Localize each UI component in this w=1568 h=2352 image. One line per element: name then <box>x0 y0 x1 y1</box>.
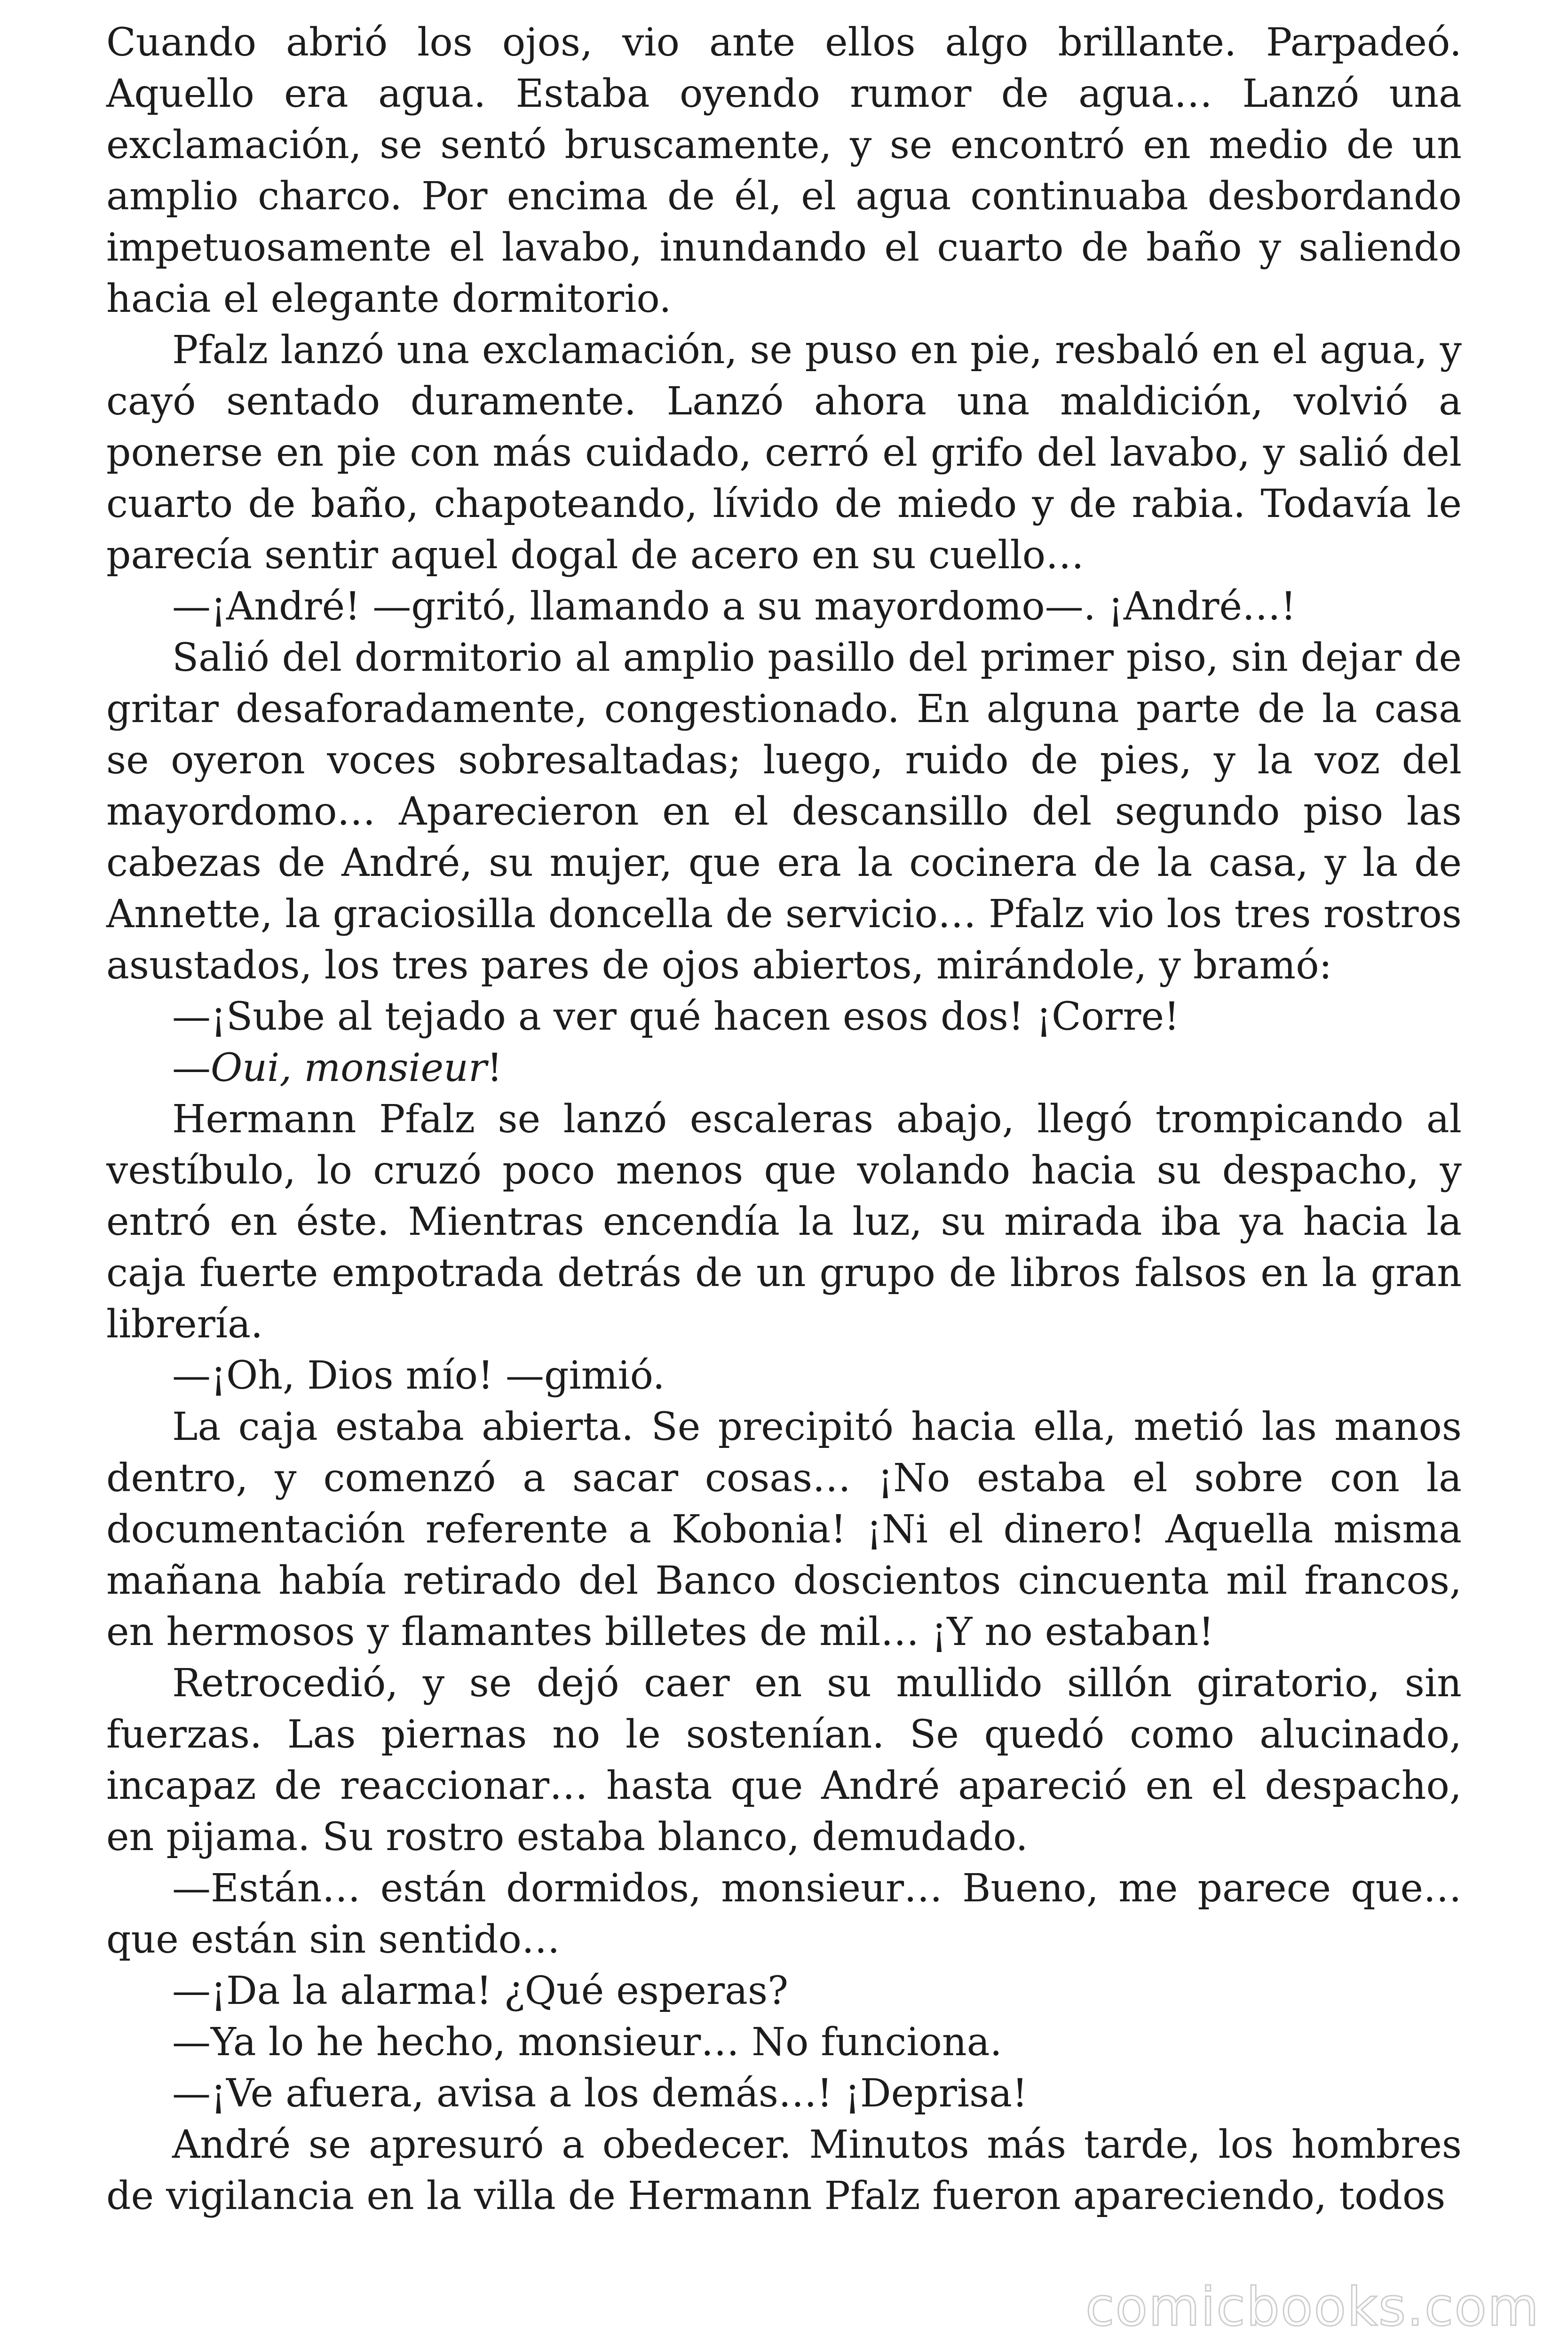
paragraph: Hermann Pfalz se lanzó escaleras abajo, llegó trompicando al vestíbulo, lo cruzó poco menos que volando hacia su despacho, y entró en éste. Mientras encendía la luz, su mirada iba ya hacia la caja fuerte empotrada detrás de un grupo de libros falsos en la gran librería. <box>106 1097 1462 1347</box>
dialogue-line: —¡Da la alarma! ¿Qué esperas? <box>172 1969 789 2013</box>
exclamation: ! <box>487 1046 503 1090</box>
paragraph: Pfalz lanzó una exclamación, se puso en pie, resbaló en el agua, y cayó sentado duramente. Lanzó ahora una maldición, volvió a ponerse en pie con más cuidado, cerró el grifo del lavabo, y salió del cuarto de baño, chapoteando, lívido de miedo y de rabia. Todavía le parecía sentir aquel dogal de acero en su cuello… <box>106 328 1462 578</box>
dialogue-line: —¡Ve afuera, avisa a los demás…! ¡Deprisa! <box>172 2071 1028 2116</box>
paragraph: La caja estaba abierta. Se precipitó hacia ella, metió las manos dentro, y comenzó a sacar cosas… ¡No estaba el sobre con la documentación referente a Kobonia! ¡Ni el dinero! Aquella misma mañana había retirado del Banco doscientos cincuenta mil francos, en hermosos y flamantes billetes de mil… ¡Y no estaban! <box>106 1405 1462 1654</box>
paragraph: André se apresuró a obedecer. Minutos más tarde, los hombres de vigilancia en la villa de Hermann Pfalz fueron apareciendo, todos <box>106 2122 1462 2218</box>
page-text <box>106 17 1462 2222</box>
paragraph: Salió del dormitorio al amplio pasillo del primer piso, sin dejar de gritar desaforadamente, congestionado. En alguna parte de la casa se oyeron voces sobresaltadas; luego, ruido de pies, y la voz del mayordomo… Aparecieron en el descansillo del segundo piso las cabezas de André, su mujer, que era la cocinera de la casa, y la de Annette, la graciosilla doncella de servicio… Pfalz vio los tres rostros asustados, los tres pares de ojos abiertos, mirándole, y bramó: <box>106 636 1462 988</box>
watermark: comicbooks.com <box>1085 2277 1540 2338</box>
dialogue-line: —Están… están dormidos, monsieur… Bueno, me parece que… que están sin sentido… <box>106 1866 1462 1962</box>
dialogue-line: —Ya lo he hecho, monsieur… No funciona. <box>172 2020 1002 2065</box>
dialogue-line-italic <box>106 1042 1462 1094</box>
dialogue-line: —¡Oh, Dios mío! —gimió. <box>172 1353 665 1398</box>
dialogue-line: —¡Sube al tejado a ver qué hacen esos dos! ¡Corre! <box>172 994 1180 1039</box>
dialogue-line: —¡André! —gritó, llamando a su mayordomo—. ¡André…! <box>172 584 1297 629</box>
paragraph: Cuando abrió los ojos, vio ante ellos algo brillante. Parpadeó. Aquello era agua. Estaba oyendo rumor de agua… Lanzó una exclamación, se sentó bruscamente, y se encontró en medio de un amplio charco. Por encima de él, el agua continuaba desbordando impetuosamente el lavabo, inundando el cuarto de baño y saliendo hacia el elegante dormitorio. <box>106 20 1462 321</box>
paragraph: Retrocedió, y se dejó caer en su mullido sillón giratorio, sin fuerzas. Las piernas no le sostenían. Se quedó como alucinado, incapaz de reaccionar… hasta que André apareció en el despacho, en pijama. Su rostro estaba blanco, demudado. <box>106 1661 1462 1859</box>
dash: — <box>172 1046 211 1090</box>
italic-phrase: Oui, monsieur <box>211 1046 487 1090</box>
